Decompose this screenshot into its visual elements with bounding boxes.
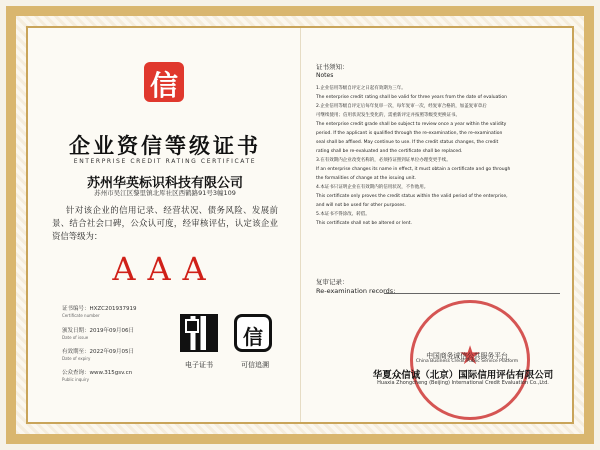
- public-inquiry: [62, 368, 182, 382]
- certificate-title: 企业资信等级证书: [69, 133, 261, 158]
- issue-label: 颁发日期：: [62, 328, 90, 334]
- note-line: 1.企业信用等级自评定之日起有效期为三年。: [316, 86, 406, 91]
- note-line: period. If the applicant is qualified through the re-examination, the re-examination: [316, 131, 503, 136]
- note-line: This certificate shall not be altered or lent.: [316, 221, 412, 226]
- query-value: www.315gsv.cn: [89, 370, 133, 376]
- query-en: Public inquiry: [62, 377, 89, 382]
- trace-label: 可信追溯: [241, 361, 269, 369]
- cert-no-value: HXZC201937919: [89, 306, 137, 312]
- note-line: This certificate only proves the credit status within the valid period of the enterprise,: [316, 194, 508, 199]
- query-label: 公众查询：: [62, 370, 90, 376]
- trace-logo-icon: [234, 314, 272, 352]
- note-line: If an enterprise changes its name in effect, it must obtain a certificate and go through: [316, 167, 511, 172]
- notes-list: [316, 84, 556, 228]
- note-line: the formalities of change at the issuing unit.: [316, 176, 416, 181]
- platform-logo-icon: [144, 62, 184, 102]
- notes-heading: 证书须知：: [316, 63, 349, 71]
- expiry-label: 有效期至：: [62, 349, 90, 355]
- re-exam-line: [384, 293, 560, 294]
- expiry-date: [62, 347, 182, 361]
- issuer-name: 华夏众信诚（北京）国际信用评估有限公司: [372, 370, 554, 381]
- issue-date: [62, 326, 182, 340]
- note-line: 5.本证书不得涂改、转借。: [316, 212, 370, 217]
- cert-no-label: 证书编号：: [62, 306, 90, 312]
- company-address: 苏州市吴江区黎里镇北厍社区西鹤路91号3幢109: [94, 189, 236, 197]
- note-line: rating shall be re-evaluated and the certificate shall be replaced.: [316, 149, 463, 154]
- certificate-title-en: ENTERPRISE CREDIT RATING CERTIFICATE: [73, 158, 257, 165]
- note-line: 4.本证书只证明企业在有效期内的信用状况，不作他用。: [316, 185, 429, 190]
- issue-value: 2019年09月06日: [89, 328, 135, 334]
- expiry-en: Date of expiry: [62, 356, 91, 361]
- platform-name: 中国商务诚信公共服务平台: [426, 352, 508, 360]
- re-exam-label-en: Re-examination records:: [316, 287, 396, 295]
- note-line: 2.企业信用等级自评定后每年复审一次，每年复审一次，经复审合格的，加盖复审章后: [316, 104, 487, 109]
- note-line: The enterprise credit grade shall be subject to review once a year within the validity: [316, 122, 507, 127]
- certificate-number: [62, 304, 182, 318]
- seal-star-icon: ★: [458, 341, 482, 371]
- trace-glyph: 信: [243, 325, 263, 349]
- notes-heading-en: Notes: [316, 72, 334, 79]
- note-line: The enterprise credit rating shall be valid for three years from the date of evaluation: [316, 95, 508, 100]
- note-line: 3.在有效期内企业改变名称的，必须持证照到证单位办理变更手续。: [316, 158, 451, 163]
- note-line: 可继续使用；信用状况发生变化的，需重新评定并按照等级变更换证书。: [316, 113, 460, 118]
- credit-grade: AAA: [112, 250, 218, 288]
- e-cert-label: 电子证书: [185, 361, 213, 369]
- cert-no-en: Certificate number: [62, 313, 100, 318]
- re-exam-label: 复审记录：: [316, 278, 349, 286]
- issuer-name-en: Huaxia Zhongcheng (Beijing) International Credit Evaluation Co.,Ltd.: [377, 380, 549, 386]
- company-name: 苏州华英标识科技有限公司: [86, 176, 243, 191]
- issue-en: Date of issue: [62, 335, 89, 340]
- fold-line: [300, 28, 301, 422]
- expiry-value: 2022年09月05日: [89, 349, 135, 355]
- logo-glyph: 信: [149, 69, 178, 102]
- note-line: seal shall be affixed. May continue to use. If the credit status changes, the credit: [316, 140, 499, 145]
- qr-code-icon: [180, 314, 218, 352]
- note-line: and will not be used for other purposes.: [316, 203, 406, 208]
- platform-name-en: China Business Credit Public Service Platform: [415, 359, 519, 364]
- certificate-statement: 针对该企业的信用记录、经营状况、债务风险、发展前景、结合社会口碑，公众认可度，经审核评估，认定该企业资信等级为：: [52, 205, 278, 241]
